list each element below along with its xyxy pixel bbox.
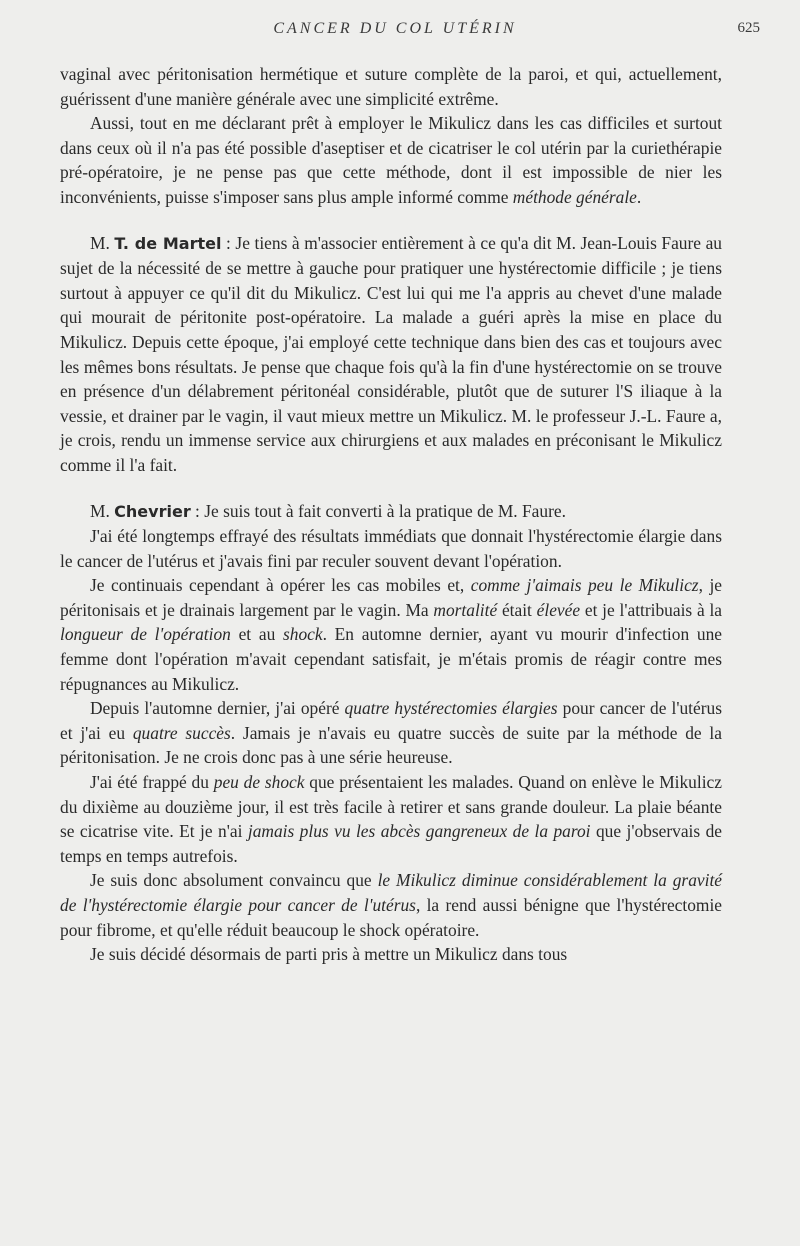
paragraph — [60, 499, 722, 525]
emphasis: le Mikulicz diminue considérablement la gravité de l'hystérectomie élargie pour cancer de l'utérus — [60, 870, 722, 915]
section-continuation — [60, 62, 722, 210]
paragraph-text: Depuis l'automne dernier, j'ai opéré — [90, 698, 345, 719]
paragraph — [60, 524, 722, 573]
paragraph — [60, 868, 722, 942]
paragraph — [60, 573, 722, 696]
emphasis: méthode générale — [512, 186, 637, 207]
speaker-name: Chevrier — [114, 501, 191, 521]
paragraph — [60, 942, 722, 967]
emphasis: comme j'aimais peu le Mikulicz — [470, 575, 699, 596]
paragraph — [60, 111, 722, 209]
paragraph-text: Je suis donc absolument convaincu que — [90, 870, 378, 891]
running-title: CANCER DU COL UTÉRIN — [273, 20, 517, 37]
paragraph-text: que présentaient les malades. Quand on enlève le Mikulicz du dixième au douzième jour, il est très facile à retirer et sans grande douleur. La plaie béante se cicatrise vite. Et je n'ai — [60, 772, 722, 842]
paragraph-text: J'ai été frappé du — [90, 772, 214, 793]
paragraph-text: et je l'attribuais à la — [580, 599, 722, 620]
paragraph-text: et au — [230, 624, 283, 645]
emphasis: shock — [283, 624, 323, 645]
emphasis: quatre hystérectomies élargies — [344, 698, 558, 719]
paragraph-text: Aussi, tout en me déclarant prêt à employer le Mikulicz dans les cas difficiles et surtout dans ceux où il n'a pas été possible d'aseptiser et de cicatriser le col utérin par la curiethérapie pré-opératoire, je ne pense pas que cette méthode, dont il est impossible de nier les inconvénients, puisse s'imposer sans plus ample informé comme — [60, 113, 722, 207]
paragraph-text: . Jamais je n'avais eu quatre succès de suite par la méthode de la péritonisation. Je ne crois donc pas à une série heureuse. — [60, 722, 722, 768]
emphasis: quatre succès — [132, 722, 231, 743]
paragraph-text: : Je tiens à m'associer entièrement à ce qu'a dit M. Jean-Louis Faure au sujet de la nécessité de se mettre à gauche pour pratiquer une hystérectomie difficile ; je tiens surtout à appuyer ce qu'il dit du Mikulicz. C'est lui qui me l'a appris au chevet d'une malade qui mourait de péritonite post-opératoire. La malade a guéri après la mise en place du Mikulicz. Depuis cette époque, j'ai employé cette technique dans bien des cas et toujours avec les mêmes bons résultats. Je pense que chaque fois qu'à la fin d'une hystérectomie on se trouve en présence d'un délabrement péritonéal considérable, plutôt que de suturer l'S iliaque à la vessie, et drainer par le vagin, il vaut mieux mettre un Mikulicz. M. le professeur J.-L. Faure a, je crois, rendu un immense service aux chirurgiens et aux malades en préconisant le Mikulicz comme il l'a fait. — [60, 232, 722, 475]
paragraph-text: , je péritonisais et je drainais largement par le vagin. Ma — [60, 575, 722, 620]
paragraph-text: J'ai été longtemps effrayé des résultats immédiats que donnait l'hystérectomie élargie dans le cancer de l'utérus et j'avais fini par reculer souvent devant l'opération. — [60, 526, 722, 571]
running-head — [60, 20, 760, 44]
emphasis: longueur de l'opération — [60, 624, 231, 645]
emphasis: peu de shock — [213, 772, 305, 793]
paragraph-text: vaginal avec péritonisation hermétique et suture complète de la paroi, et qui, actuellement, guérissent d'une manière générale avec une simplicité extrême. — [60, 64, 722, 109]
paragraph-text: . En automne dernier, ayant vu mourir d'infection une femme dont l'opération m'avait cependant satisfait, je m'étais promis de réagir contre mes répugnances au Mikulicz. — [60, 624, 722, 694]
emphasis: jamais plus vu les abcès gangreneux de la paroi — [247, 821, 591, 842]
section-chevrier — [60, 499, 722, 967]
emphasis: élevée — [536, 599, 581, 620]
paragraph — [60, 231, 722, 478]
paragraph-text: était — [497, 599, 537, 620]
paragraph-text: pour cancer de l'utérus et j'ai eu — [60, 698, 722, 743]
paragraph — [60, 770, 722, 868]
body-text — [60, 62, 722, 967]
paragraph-text: Je continuais cependant à opérer les cas mobiles et, — [90, 575, 471, 596]
paragraph-text: . — [636, 186, 642, 207]
section-de-martel — [60, 231, 722, 478]
paragraph-text: : Je suis tout à fait converti à la pratique de M. Faure. — [190, 500, 566, 521]
paragraph-text: Je suis décidé désormais de parti pris à mettre un Mikulicz dans tous — [90, 944, 568, 965]
paragraph — [60, 696, 722, 770]
paragraph-text: que j'observais de temps en temps autrefois. — [60, 821, 722, 866]
paragraph — [60, 62, 722, 111]
paragraph-text: , la rend aussi bénigne que l'hystérectomie pour fibrome, et qu'elle réduit beaucoup le shock opératoire. — [60, 895, 722, 940]
speaker-prefix: M. — [90, 500, 115, 521]
emphasis: mortalité — [433, 599, 498, 620]
page-number: 625 — [737, 20, 760, 36]
speaker-name: T. de Martel — [114, 233, 222, 253]
speaker-prefix: M. — [90, 232, 115, 253]
